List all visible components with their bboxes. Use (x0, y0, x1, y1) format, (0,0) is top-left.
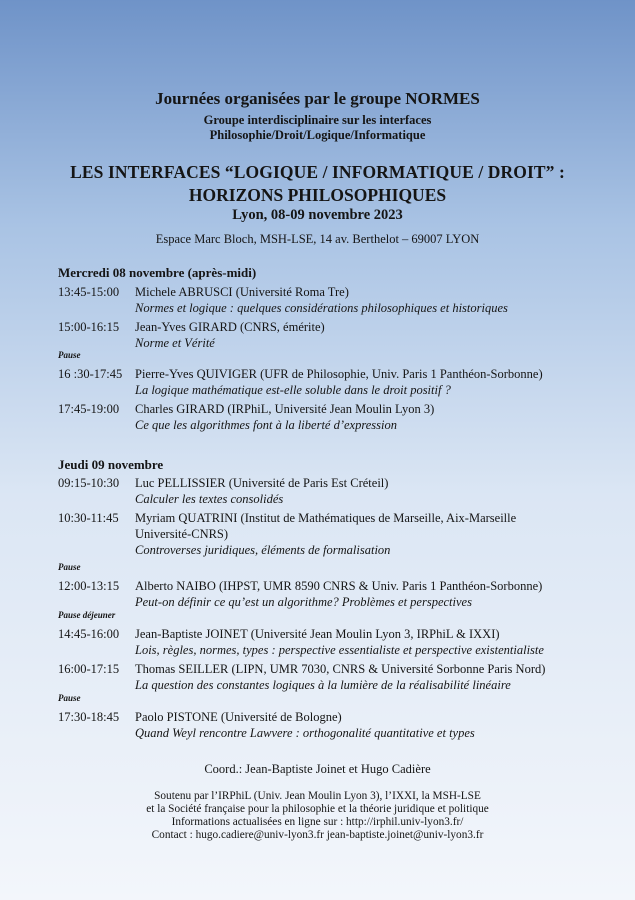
session-speaker: Alberto NAIBO (IHPST, UMR 8590 CNRS & Univ. Paris 1 Panthéon-Sorbonne) (135, 579, 543, 593)
session-talk: Ce que les algorithmes font à la liberté d’expression (135, 418, 397, 432)
session-time: 13:45-15:00 (58, 285, 120, 299)
session-time: 16:00-17:15 (58, 662, 120, 676)
session-time: 15:00-16:15 (58, 320, 120, 334)
event-title-line2: HORIZONS PHILOSOPHIQUES (188, 185, 447, 205)
session-speaker: Jean-Baptiste JOINET (Université Jean Moulin Lyon 3, IRPhiL & IXXI) (135, 627, 500, 641)
support-line1: Soutenu par l’IRPhiL (Univ. Jean Moulin Lyon 3), l’IXXI, la MSH-LSE (154, 790, 481, 802)
session-time: 10:30-11:45 (58, 511, 119, 525)
session-time: 17:30-18:45 (58, 710, 120, 724)
info-link-line: Informations actualisées en ligne sur : http://irphil.univ-lyon3.fr/ (171, 816, 464, 828)
session-time: 14:45-16:00 (58, 627, 120, 641)
session-time: 16 :30-17:45 (58, 367, 123, 381)
session-talk: Peut-on définir ce qu’est un algorithme? Problèmes et perspectives (135, 595, 472, 609)
session-talk: Quand Weyl rencontre Lawvere : orthogonalité quantitative et types (135, 726, 475, 740)
session-time: 12:00-13:15 (58, 579, 120, 593)
pause-label: Pause (58, 693, 81, 703)
lunch-pause-label: Pause déjeuner (58, 610, 116, 620)
event-date: Lyon, 08-09 novembre 2023 (232, 207, 403, 223)
session-speaker: Thomas SEILLER (LIPN, UMR 7030, CNRS & Université Sorbonne Paris Nord) (135, 662, 546, 676)
session-speaker: Luc PELLISSIER (Université de Paris Est Créteil) (135, 476, 389, 490)
event-title-line1: LES INTERFACES “LOGIQUE / INFORMATIQUE / DROIT” : (70, 162, 565, 182)
session-speaker: Paolo PISTONE (Université de Bologne) (135, 710, 342, 724)
session-speaker: Jean-Yves GIRARD (CNRS, émérite) (135, 320, 325, 334)
session-talk: Controverses juridiques, éléments de formalisation (135, 543, 391, 557)
pause-label: Pause (58, 562, 81, 572)
group-subtitle-line1: Groupe interdisciplinaire sur les interfaces (203, 113, 432, 127)
day2-label: Jeudi 09 novembre (58, 457, 164, 472)
session-time: 09:15-10:30 (58, 476, 120, 490)
coordinators: Coord.: Jean-Baptiste Joinet et Hugo Cadière (204, 762, 431, 776)
organizer-heading: Journées organisées par le groupe NORMES (155, 89, 480, 108)
contact-line: Contact : hugo.cadiere@univ-lyon3.fr jean-baptiste.joinet@univ-lyon3.fr (151, 829, 484, 841)
session-speaker: Pierre-Yves QUIVIGER (UFR de Philosophie, Univ. Paris 1 Panthéon-Sorbonne) (135, 367, 543, 381)
event-venue: Espace Marc Bloch, MSH-LSE, 14 av. Berthelot – 69007 LYON (155, 232, 480, 246)
session-speaker: Michele ABRUSCI (Université Roma Tre) (135, 285, 349, 299)
session-talk: La logique mathématique est-elle soluble dans le droit positif ? (135, 383, 451, 397)
session-speaker: Myriam QUATRINI (Institut de Mathématiques de Marseille, Aix-Marseille (135, 511, 517, 525)
session-talk: Lois, règles, normes, types : perspective essentialiste et perspective existentialiste (135, 643, 544, 657)
support-line2: et la Société française pour la philosophie et la théorie juridique et politique (146, 803, 489, 815)
session-speaker-continued: Université-CNRS) (135, 527, 229, 541)
session-talk: Norme et Vérité (135, 336, 215, 350)
day1-label: Mercredi 08 novembre (après-midi) (58, 265, 257, 280)
session-talk: Normes et logique : quelques considérations philosophiques et historiques (135, 301, 508, 315)
session-talk: Calculer les textes consolidés (135, 492, 284, 506)
session-time: 17:45-19:00 (58, 402, 120, 416)
group-subtitle-line2: Philosophie/Droit/Logique/Informatique (209, 128, 426, 142)
pause-label: Pause (58, 350, 81, 360)
session-speaker: Charles GIRARD (IRPhiL, Université Jean Moulin Lyon 3) (135, 402, 435, 416)
session-talk: La question des constantes logiques à la lumière de la réalisabilité linéaire (135, 678, 511, 692)
